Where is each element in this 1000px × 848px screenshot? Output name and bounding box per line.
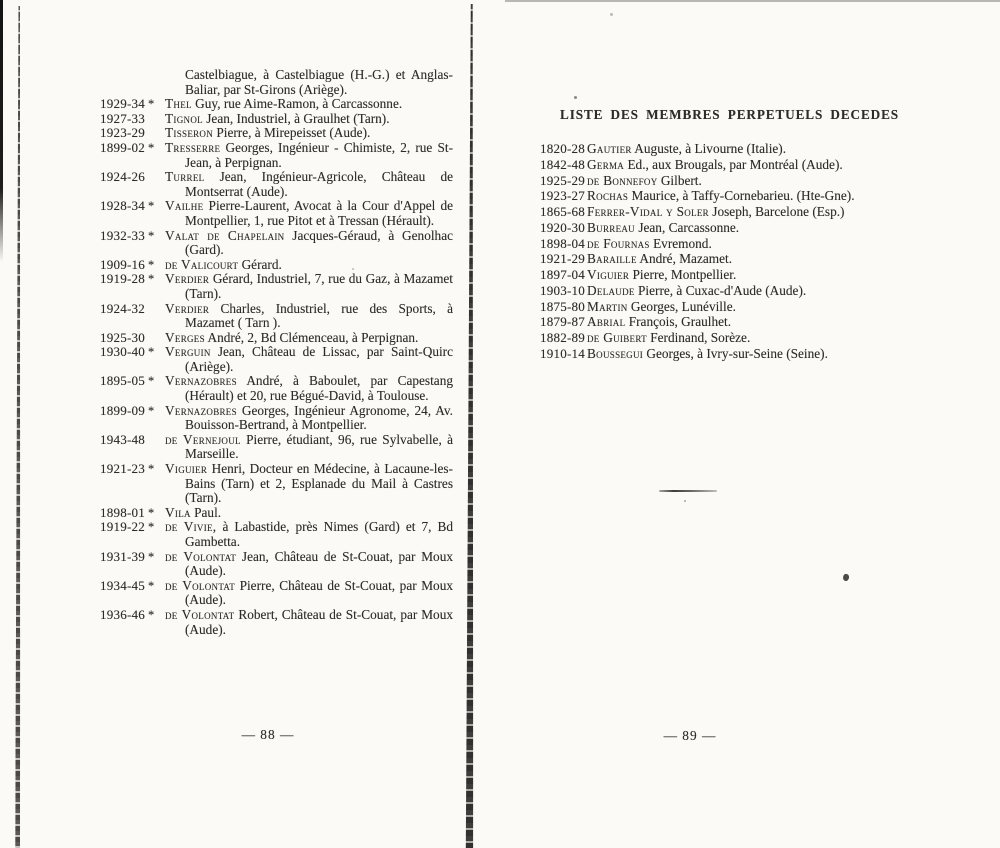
member-text xyxy=(165,404,453,433)
member-text xyxy=(165,462,453,506)
member-details: Georges, à Ivry-sur-Seine (Seine). xyxy=(646,345,828,361)
membership-years: 1909-16 xyxy=(100,256,146,272)
asterisk-marker: * xyxy=(148,345,155,360)
member-entry xyxy=(540,299,970,315)
membership-years: 1898-04 xyxy=(540,235,586,251)
membership-years: 1924-26 xyxy=(100,169,146,185)
member-surname: Ferrer-Vidal y Soler xyxy=(587,204,709,219)
member-entry xyxy=(540,204,970,220)
member-entry xyxy=(100,506,436,521)
member-surname: Vernazobres xyxy=(165,402,237,418)
member-details: Auguste, à Livourne (Italie). xyxy=(634,141,787,156)
member-surname: de Valicourt xyxy=(165,256,239,272)
member-details: Georges, Lunéville. xyxy=(630,298,736,314)
asterisk-marker: * xyxy=(148,505,155,520)
member-entry xyxy=(100,331,436,346)
member-entry xyxy=(540,220,970,236)
member-entry xyxy=(540,267,970,283)
member-text xyxy=(165,345,453,374)
member-surname: de Fournas xyxy=(587,235,650,251)
left-page-entries xyxy=(100,67,454,637)
member-entry xyxy=(540,157,970,173)
member-details: Pierre, à Cuxac-d'Aude (Aude). xyxy=(638,282,807,298)
member-surname: Baraille xyxy=(587,251,637,267)
asterisk-marker: * xyxy=(148,272,155,287)
member-details: André, Mazamet. xyxy=(639,251,733,267)
member-entry xyxy=(100,300,453,331)
member-text xyxy=(587,346,828,362)
member-entry xyxy=(100,461,453,506)
member-details: Castelbiague, à Castelbiague (H.-G.) et Anglas-Baliar, par St-Girons (Ariège). xyxy=(185,67,453,97)
member-entry xyxy=(100,198,454,228)
membership-years: 1924-32 xyxy=(100,300,146,316)
member-surname: Vernazobres xyxy=(165,373,237,389)
member-entry xyxy=(100,126,436,141)
member-text xyxy=(587,299,736,315)
member-text xyxy=(165,199,453,228)
member-surname: de Volontat xyxy=(165,577,236,593)
member-text xyxy=(165,141,453,170)
member-entry xyxy=(100,227,453,258)
member-entry xyxy=(540,251,970,267)
member-surname: Germa xyxy=(587,156,625,172)
member-surname: de Vivie, xyxy=(165,519,217,535)
asterisk-marker: * xyxy=(148,520,155,535)
member-surname: de Volontat xyxy=(165,548,237,564)
asterisk-marker: * xyxy=(148,140,155,155)
membership-years: 1895-05 xyxy=(100,373,146,389)
member-surname: Verguin xyxy=(165,344,211,360)
membership-years: 1934-45 xyxy=(100,577,146,593)
member-text xyxy=(587,330,750,346)
member-text xyxy=(165,229,453,258)
membership-years: 1923-29 xyxy=(100,125,146,141)
member-text xyxy=(587,251,732,267)
asterisk-marker: * xyxy=(148,257,155,272)
member-details: Jacques-Géraud, à Genolhac (Gard). xyxy=(185,227,453,258)
member-surname: Vailhe xyxy=(165,198,204,214)
member-text xyxy=(165,433,453,462)
asterisk-marker: * xyxy=(148,374,155,389)
member-entry xyxy=(100,139,453,170)
member-entry xyxy=(540,314,970,330)
member-details: Jean, Carcassonne. xyxy=(638,219,740,235)
member-surname: Valat de Chapelain xyxy=(165,227,285,243)
membership-years: 1903-10 xyxy=(540,282,586,298)
member-text xyxy=(587,236,712,252)
member-entry xyxy=(100,258,436,273)
member-text xyxy=(165,374,453,403)
member-entry xyxy=(540,346,970,362)
member-details: Gilbert. xyxy=(660,172,702,188)
member-details: François, Graulhet. xyxy=(628,314,732,330)
member-text xyxy=(165,97,453,112)
member-surname: Turrel xyxy=(165,169,205,185)
member-text xyxy=(587,141,786,157)
member-entry xyxy=(100,431,454,462)
member-text xyxy=(165,126,453,141)
membership-years: 1897-04 xyxy=(540,267,586,282)
asterisk-marker: * xyxy=(148,403,155,418)
member-surname: de Volontat xyxy=(165,606,235,622)
member-details: Georges, Ingénieur - Chimiste, 2, rue St-Jean, à Perpignan. xyxy=(185,139,453,170)
membership-years: 1921-29 xyxy=(540,251,586,267)
member-surname: Martin xyxy=(587,298,628,314)
membership-years: 1899-09 xyxy=(100,402,146,418)
member-text xyxy=(165,550,453,579)
membership-years: 1865-68 xyxy=(540,204,586,219)
member-surname: Abrial xyxy=(587,314,626,330)
member-text xyxy=(587,173,702,189)
member-details: Charles, Industriel, rue des Sports, à Mazamet ( Tarn ). xyxy=(185,300,453,331)
member-text xyxy=(165,112,453,127)
asterisk-marker: * xyxy=(148,549,155,564)
member-surname: Delaude xyxy=(587,282,635,298)
member-text xyxy=(587,204,845,220)
membership-years: 1920-30 xyxy=(540,219,586,235)
scan-speck xyxy=(574,96,577,99)
member-text xyxy=(587,157,843,173)
member-entry xyxy=(540,141,970,157)
member-text xyxy=(587,220,739,236)
member-entry xyxy=(100,548,453,579)
member-text xyxy=(165,608,453,637)
page-edge-shadow xyxy=(15,6,22,848)
member-surname: Verdier xyxy=(165,300,210,316)
membership-years: 1932-33 xyxy=(100,227,146,243)
member-details: Evremond. xyxy=(653,235,712,251)
membership-years: 1927-33 xyxy=(100,110,146,126)
member-details: Jean, Ingénieur-Agricole, Château de Montserrat (Aude). xyxy=(185,169,453,199)
left-page xyxy=(100,67,454,637)
asterisk-marker: * xyxy=(148,228,155,243)
asterisk-marker: * xyxy=(148,97,155,112)
scan-left-border xyxy=(0,0,3,262)
membership-years: 1899-02 xyxy=(100,139,146,155)
member-text xyxy=(587,314,731,330)
page-number-left: — 88 — xyxy=(241,727,295,742)
member-surname: Tisseron xyxy=(165,125,214,141)
member-details: Guy, rue Aime-Ramon, à Carcassonne. xyxy=(195,96,403,112)
membership-years: 1875-80 xyxy=(540,298,586,314)
member-text xyxy=(587,267,736,283)
asterisk-marker: * xyxy=(148,578,155,593)
member-surname: Tignol xyxy=(165,110,203,126)
member-surname: Rochas xyxy=(587,188,629,204)
member-details: Gérard. xyxy=(241,256,282,272)
member-surname: Tresserre xyxy=(165,139,221,155)
member-surname: Viguier xyxy=(587,267,630,282)
member-surname: Thel xyxy=(165,96,192,112)
member-details: André, à Baboulet, par Capestang (Hérault) et 20, rue Bégué-David, à Toulouse. xyxy=(185,373,454,404)
membership-years: 1879-87 xyxy=(540,314,586,330)
member-details: Pierre, à Mirepeisset (Aude). xyxy=(216,125,371,141)
membership-years: 1919-28 xyxy=(100,271,146,287)
member-details: Pierre, Montpellier. xyxy=(632,267,737,282)
asterisk-marker: * xyxy=(148,607,155,622)
member-details: Gérard, Industriel, 7, rue du Gaz, à Mazamet (Tarn). xyxy=(185,271,454,301)
member-surname: Boussegui xyxy=(587,345,644,361)
member-surname: Burreau xyxy=(587,219,635,235)
member-entry xyxy=(540,330,970,346)
asterisk-marker: * xyxy=(148,462,155,477)
membership-years: 1820-28 xyxy=(540,141,586,156)
membership-years: 1928-34 xyxy=(100,198,146,214)
member-surname: Verdier xyxy=(165,271,210,287)
member-details: Pierre, étudiant, 96, rue Sylvabelle, à Marseille. xyxy=(185,431,454,462)
right-page-entries xyxy=(540,141,970,362)
member-surname: de Vernejoul xyxy=(165,431,241,447)
member-text xyxy=(165,579,453,608)
page-number-right: — 89 — xyxy=(663,728,717,743)
member-details: Maurice, à Taffy-Cornebarieu. (Hte-Gne). xyxy=(631,188,855,204)
member-details: Jean, Château de Lissac, par Saint-Quirc (Ariège). xyxy=(185,344,453,374)
member-details: Georges, Ingénieur Agronome, 24, Av. Bouisson-Bertrand, à Montpellier. xyxy=(185,402,453,433)
membership-years: 1936-46 xyxy=(100,606,146,622)
member-text xyxy=(165,331,453,346)
membership-years: 1910-14 xyxy=(540,345,586,361)
member-entry xyxy=(100,112,436,127)
member-details: Pierre-Laurent, Avocat à la Cour d'Appel de Montpellier, 1, rue Pitot et à Tressan (Hérault). xyxy=(185,198,454,228)
member-text xyxy=(587,188,855,204)
member-text xyxy=(165,520,453,549)
member-text xyxy=(165,506,453,521)
member-entry xyxy=(100,519,454,549)
membership-years: 1923-27 xyxy=(540,188,586,204)
membership-years: 1921-23 xyxy=(100,461,146,477)
member-details: Jean, Industriel, à Graulhet (Tarn). xyxy=(206,110,390,126)
member-details: Robert, Château de St-Couat, par Moux (Aude). xyxy=(185,606,453,637)
membership-years: 1929-34 xyxy=(100,96,146,112)
member-surname: de Guibert xyxy=(587,330,647,345)
scan-top-streak xyxy=(505,0,1000,2)
member-entry xyxy=(540,173,970,189)
member-entry xyxy=(100,169,453,199)
membership-years: 1943-48 xyxy=(100,431,146,447)
member-details: Pierre, Château de St-Couat, par Moux (Aude). xyxy=(185,577,453,608)
membership-years: 1882-89 xyxy=(540,330,586,345)
member-surname: Gautier xyxy=(587,141,632,156)
asterisk-marker: * xyxy=(148,199,155,214)
member-details: Ed., aux Brougals, par Montréal (Aude). xyxy=(627,156,843,172)
membership-years: 1930-40 xyxy=(100,344,146,360)
member-entry xyxy=(100,373,454,404)
member-surname: de Bonnefoy xyxy=(587,172,658,188)
member-entry xyxy=(100,344,453,374)
member-entry xyxy=(540,188,970,204)
scan-speck xyxy=(610,13,613,16)
member-text xyxy=(587,283,806,299)
member-surname: Vila xyxy=(165,504,191,520)
scan-speck xyxy=(684,500,686,502)
membership-years: 1842-48 xyxy=(540,156,586,172)
membership-years: 1925-29 xyxy=(540,172,586,188)
member-details: André, 2, Bd Clémenceau, à Perpignan. xyxy=(207,329,419,345)
member-surname: Verges xyxy=(165,329,205,345)
member-details: Jean, Château de St-Couat, par Moux (Aude). xyxy=(185,548,453,579)
member-entry xyxy=(100,97,436,112)
member-entry xyxy=(540,236,970,252)
member-text xyxy=(165,258,453,273)
member-details: Joseph, Barcelone (Esp.) xyxy=(712,204,845,219)
member-entry xyxy=(100,577,453,608)
member-surname: Viguier xyxy=(165,461,208,477)
member-details: à Labastide, près Nimes (Gard) et 7, Bd Gambetta. xyxy=(185,519,454,549)
member-details: Ferdinand, Sorèze. xyxy=(650,330,751,345)
scan-speck xyxy=(842,573,850,582)
member-entry xyxy=(540,283,970,299)
book-gutter-shadow xyxy=(465,4,475,848)
member-text xyxy=(165,272,453,301)
member-text xyxy=(165,302,453,331)
member-text xyxy=(165,68,453,97)
member-entry xyxy=(100,402,453,433)
member-text xyxy=(165,170,453,199)
membership-years: 1931-39 xyxy=(100,548,146,564)
member-entry xyxy=(100,606,453,637)
member-entry xyxy=(100,67,453,97)
section-title: LISTE DES MEMBRES PERPETUELS DECEDES xyxy=(560,107,900,122)
right-page xyxy=(540,107,970,362)
membership-years: 1898-01 xyxy=(100,504,146,520)
member-details: Henri, Docteur en Médecine, à Lacaune-les-Bains (Tarn) et 2, Esplanade du Mail à Castres (Tarn). xyxy=(185,461,453,506)
member-entry xyxy=(100,271,454,301)
membership-years: 1919-22 xyxy=(100,519,146,535)
membership-years: 1925-30 xyxy=(100,329,146,345)
member-details: Paul. xyxy=(194,504,222,520)
section-divider-rule xyxy=(659,490,717,492)
